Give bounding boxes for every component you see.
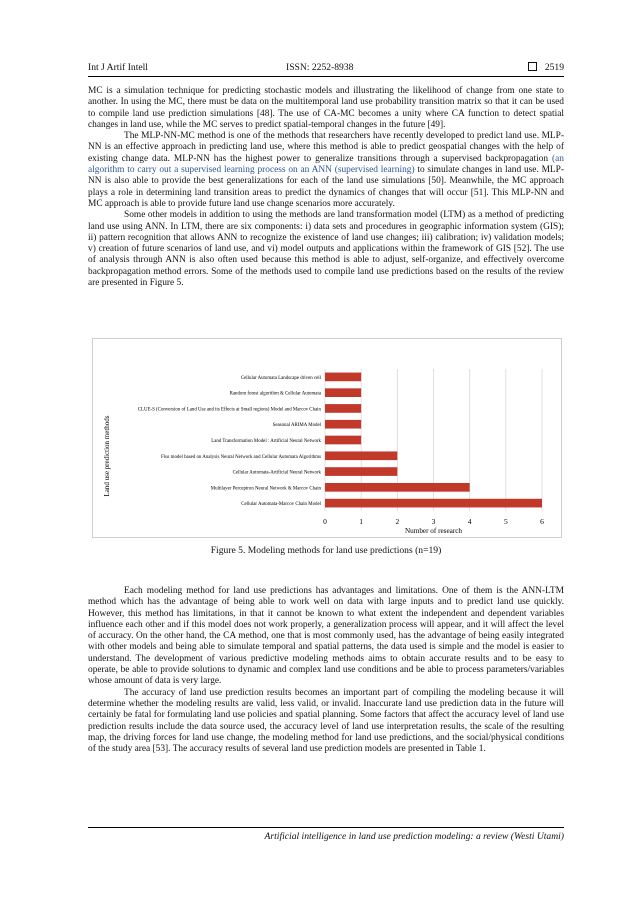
category-label-2: CLUE-S (Conversion of Land Use and its Effects at Small regions) Model and Marcov Chain [137, 407, 321, 413]
category-label-6: Cellular Automata-Artificial Neural Network [232, 470, 321, 476]
bar-8 [325, 499, 542, 508]
paragraph-mlp-nn-highlight: (an algorithm to carry out a supervised learning process on an ANN (supervised learning) [88, 153, 564, 176]
header-rule [88, 76, 564, 77]
page-number-block [528, 62, 564, 74]
category-label-7: Multilayer Perceptron Neural Network & Marcov Chain [210, 486, 321, 492]
bar-5 [325, 451, 397, 460]
x-tick-label-0: 0 [323, 517, 327, 526]
x-tick-label-3: 3 [431, 517, 436, 526]
x-tick-label-5: 5 [503, 517, 508, 526]
category-label-1: Random forest algorithm & Cellular Automata [229, 391, 321, 397]
figure-caption: Figure 5. Modeling methods for land use predictions (n=19) [210, 545, 442, 556]
paragraph-block-1 [88, 86, 564, 289]
paragraph-accuracy: The accuracy of land use prediction results becomes an important part of compiling the modeling because it will determine whether the modeling results are valid, less valid, or invalid. Inaccurate land use prediction data in the future will certainly be fatal for formulating land use policies and spatial planning. Some factors that affect the accuracy level of land use prediction results include the data source used, the accuracy level of land use interpretation results, the scale of the resulting map, the driving forces for land use change, the modeling method for land use predictions, and the social/physical conditions of the study area [53]. The accuracy results of several land use prediction models are presented in Table 1. [88, 687, 564, 755]
page-number: 2519 [544, 62, 564, 73]
bar-1 [325, 388, 361, 397]
x-tick-label-2: 2 [395, 517, 400, 526]
figure-5-chart [92, 338, 562, 538]
paragraph-advantages: Each modeling method for land use predictions has advantages and limitations. One of them is the ANN-LTM method which has the advantage of being able to work well on data with large inputs and to predict land use quickly. However, this method has limitations, in that it cannot be known to what extent the independent and dependent variables influence each other and if this model does not work properly, a generalization process will appear, and it will affect the level of accuracy. On the other hand, the CA method, one that is most commonly used, has the advantage of being easily integrated with other models and being able to simulate temporal and spatial patterns, the data used is simple and the model is easier to understand. The development of various predictive modeling methods aims to obtain accurate results and to be easy to operate, be able to provide solutions to dynamic and complex land use conditions and be able to process parameters/variables whose amount of data is very large. [88, 586, 564, 687]
bar-4 [325, 436, 361, 445]
journal-name: Int J Artif Intell [88, 62, 148, 73]
x-tick-label-4: 4 [467, 517, 472, 526]
x-axis-label: Number of research [404, 527, 463, 535]
running-footer: Artificial intelligence in land use prediction modeling: a review (Westi Utami) [264, 831, 564, 842]
category-label-5: Flus model based on Analysis Neural Network and Cellular Automata Algorithms [160, 454, 321, 460]
bar-2 [325, 404, 361, 413]
x-tick-label-1: 1 [359, 517, 364, 526]
paragraph-ltm: Some other models in addition to using the methods are land transformation model (LTM) as a method of predicting land use using ANN. In LTM, there are six components: i) data sets and procedures in geographic information system (GIS); ii) pattern recognition that allows ANN to recognize the existence of land use changes; iii) calibration; iv) validation models; v) creation of future scenarios of land use, and vi) model outputs and applications within the framework of GIS [52]. The use of analysis through ANN is also often used because this method is able to adjust, self-organize, and effectively overcome backpropagation method errors. Some of the methods used to compile land use predictions based on the results of the review are presented in Figure 5. [88, 210, 564, 289]
running-header [88, 62, 564, 76]
category-label-8: Cellular Automata-Marcov Chain Model [241, 502, 321, 508]
bar-0 [325, 373, 361, 382]
paragraph-mlp-nn [88, 131, 564, 210]
x-tick-label-6: 6 [540, 517, 544, 526]
bar-7 [325, 483, 470, 492]
paragraph-mc: MC is a simulation technique for predicting stochastic models and illustrating the likelihood of change from one state to another. In using the MC, there must be data on the multitemporal land use probability transition matrix so that it can be used to compile land use prediction simulations [48]. The use of CA-MC becomes a unity where CA function to detect spatial changes in land use, while the MC serves to predict spatial-temporal changes in the future [49]. [88, 86, 564, 130]
bar-chart-svg [93, 339, 561, 537]
paragraph-block-2 [88, 586, 564, 755]
footer-rule [88, 827, 564, 828]
category-label-4: Land Transformation Model : Artificial Neural Network [211, 439, 321, 444]
category-label-0: Cellular Automata Landscape driven cell [240, 375, 321, 381]
category-label-3: Seasonal ARIMA Model [272, 423, 321, 429]
bar-3 [325, 420, 361, 429]
y-axis-label: Land use prediction methods [103, 415, 111, 497]
paragraph-mlp-nn-text-a: The MLP-NN-MC method is one of the methods that researchers have recently developed to predict land use. MLP-NN is an effective approach in predicting land use, where this method is able to predict geospatial changes with the help of existing change data. MLP-NN has the highest power to generalize transitions through a supervised backpropagation [88, 131, 564, 164]
paragraph-mlp-nn-text-b: to simulate changes in land use. MLP-NN is also able to provide the best generalizations for each of the land use simulations [50]. Meanwhile, the MC approach plays a role in determining land transition areas to predict the dynamics of changes that will occur [51]. This MLP-NN and MC approach is able to provide future land use change scenarios more accurately. [88, 165, 564, 209]
checkbox-icon [528, 62, 537, 71]
issn: ISSN: 2252-8938 [286, 62, 354, 73]
bar-6 [325, 467, 397, 476]
